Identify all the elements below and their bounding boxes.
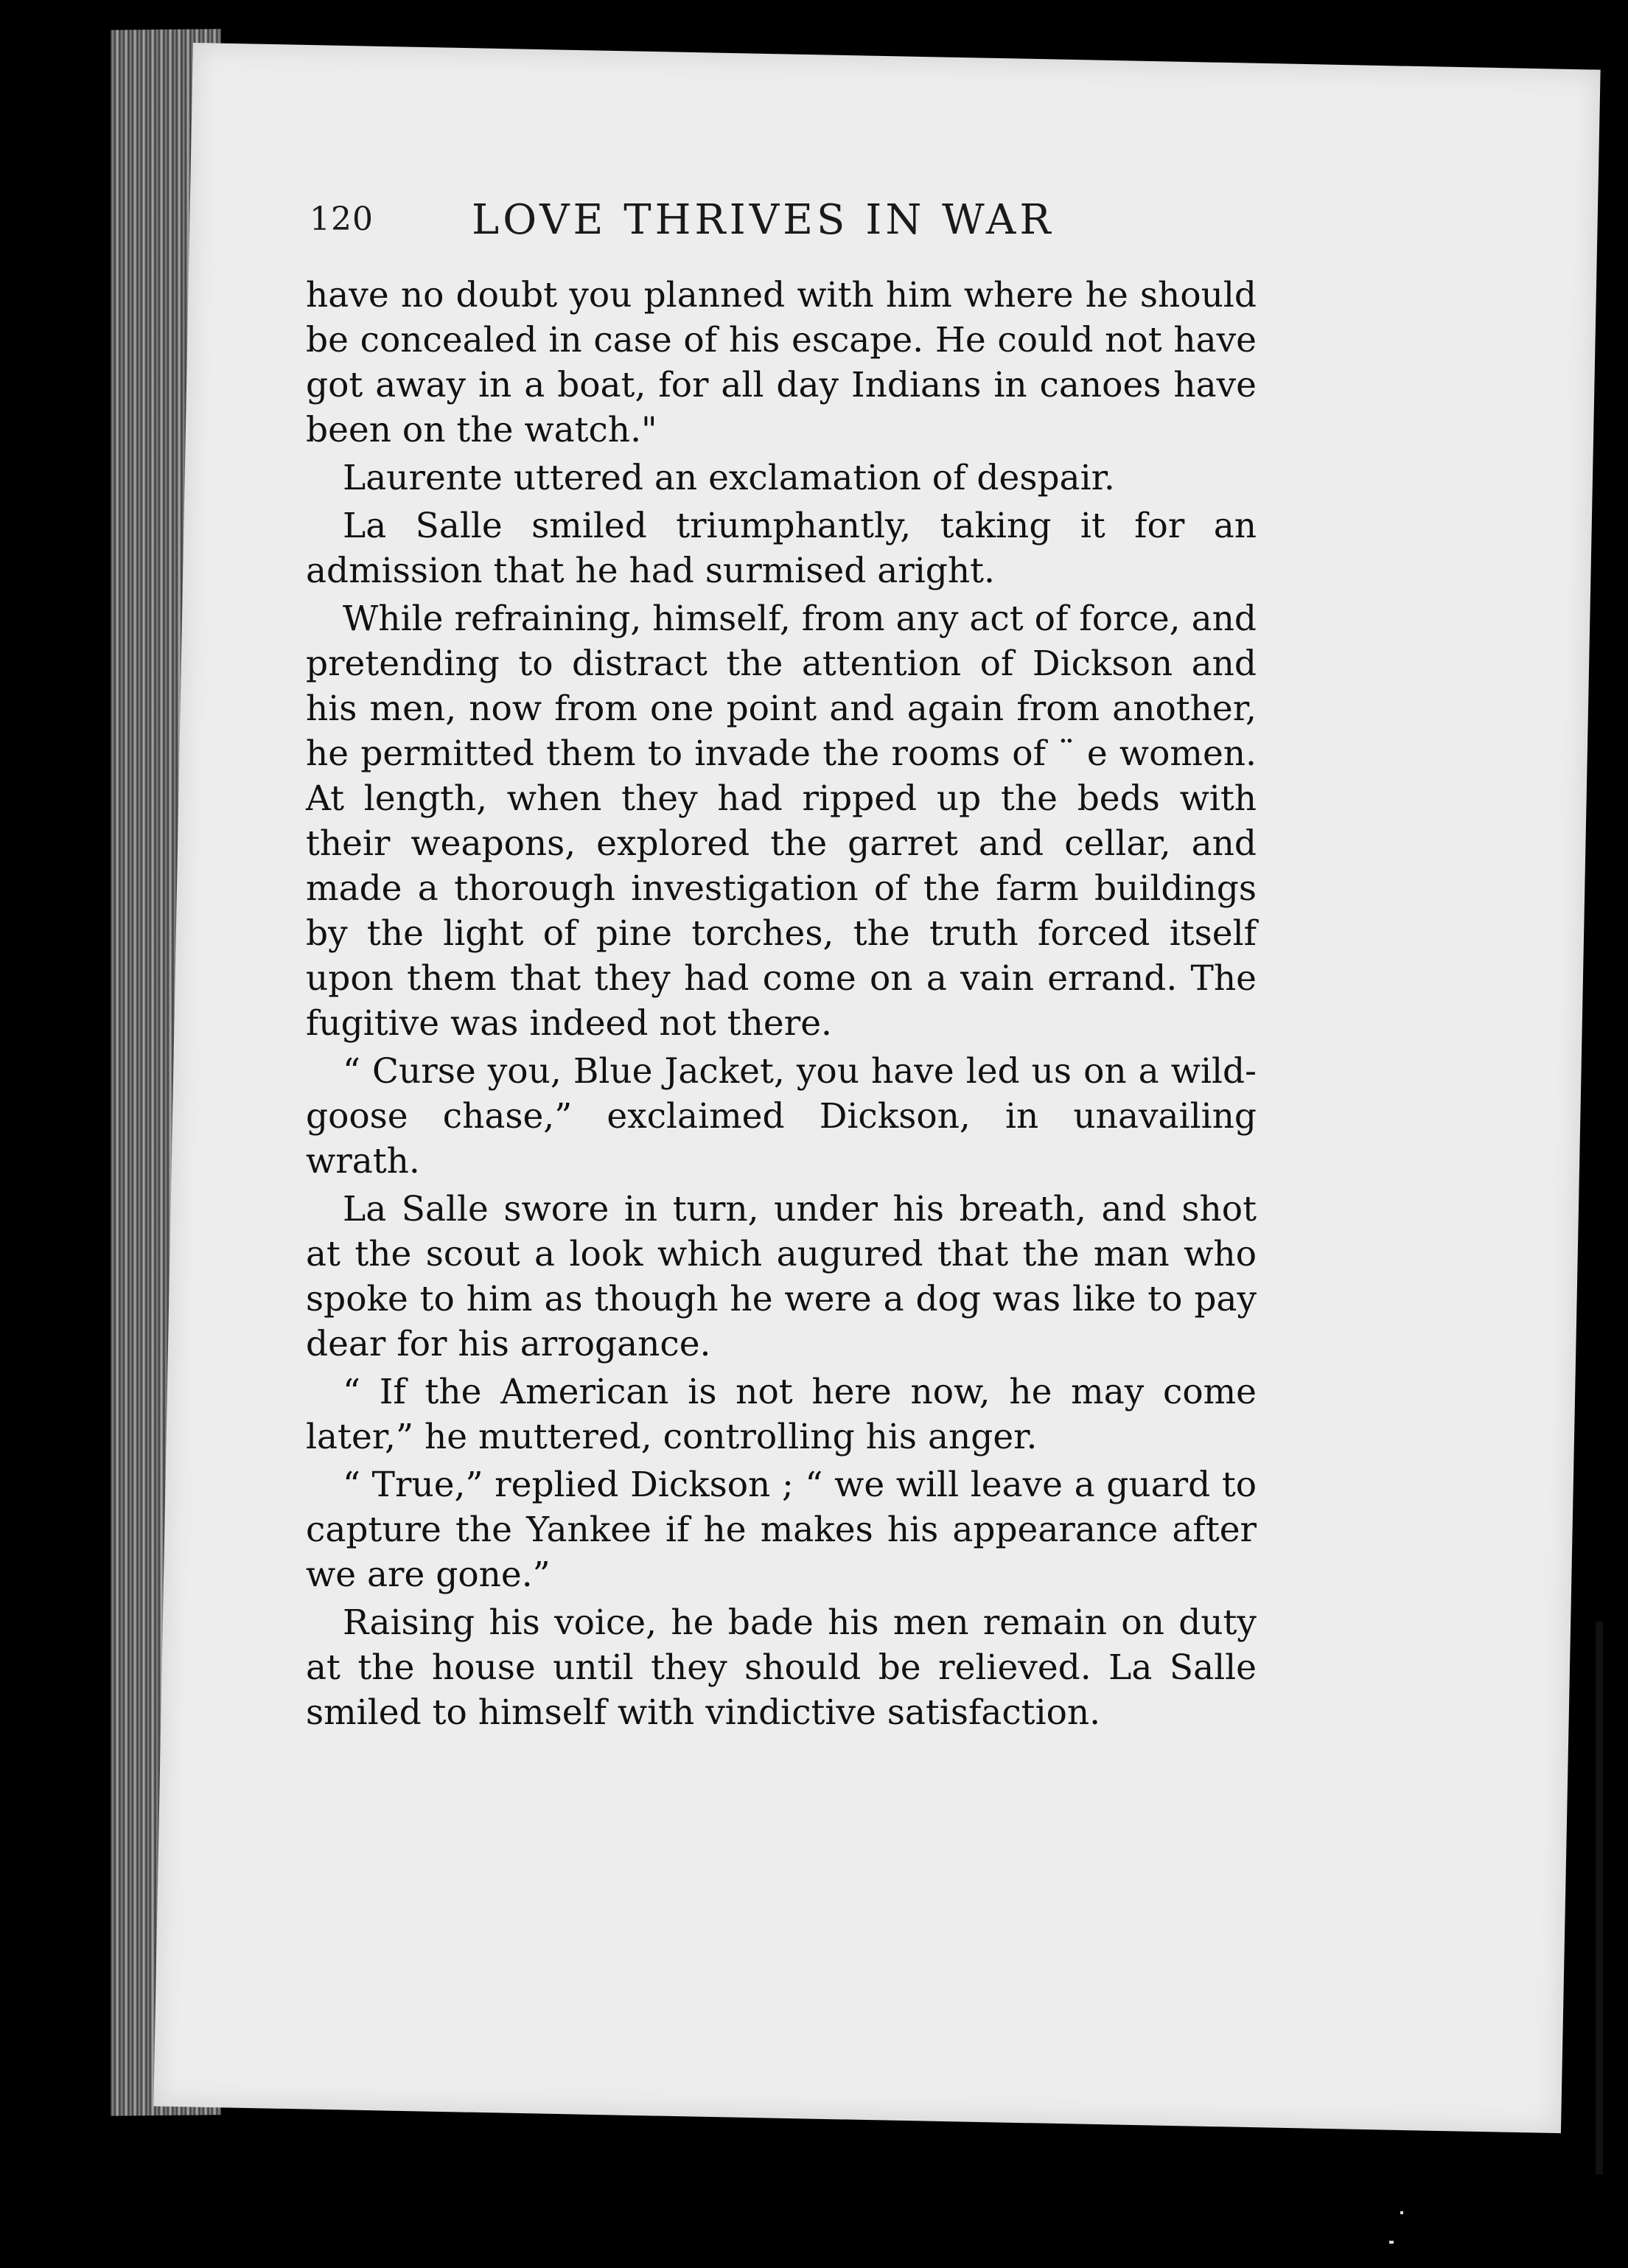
paragraph: La Salle swore in turn, under his breath, and shot at the scout a look which augured that the man who spoke to him as though he were a dog was like to pay dear for his arrogance.	[306, 1189, 1257, 1364]
scan-speck	[1400, 2211, 1403, 2214]
paragraph: La Salle smiled triumphantly, taking it for an admission that he had surmised aright.	[306, 506, 1257, 591]
paragraph: “ If the American is not here now, he may come later,” he muttered, controlling his anger.	[306, 1372, 1257, 1457]
paragraph: Raising his voice, he bade his men remain on duty at the house until they should be relieved. La Salle smiled to himself with vindictive satisfaction.	[306, 1602, 1257, 1733]
paragraph: Laurente uttered an exclamation of despair.	[343, 458, 1115, 498]
paragraph: “ Curse you, Blue Jacket, you have led us on a wild-goose chase,” exclaimed Dickson, in unavailing wrath.	[306, 1051, 1257, 1182]
page-header	[310, 196, 1312, 259]
body-text	[306, 273, 1257, 1738]
paragraph: While refraining, himself, from any act of force, and pretending to distract the attention of Dickson and his men, now from one point and again from another, he permitted them to invade the rooms of ¨ e women. At length, when they had ripped up the beds with their weapons, explored the garret and cellar, and made a thorough investigation of the farm buildings by the light of pine torches, the truth forced itself upon them that they had come on a vain errand. The fugitive was indeed not there.	[306, 599, 1257, 1044]
page-number: 120	[310, 200, 374, 238]
book-cover-edge	[1596, 1622, 1603, 2174]
scan-speck	[1389, 2241, 1394, 2244]
paragraph: “ True,” replied Dickson ; “ we will leave a guard to capture the Yankee if he makes his appearance after we are gone.”	[306, 1465, 1257, 1595]
running-title: LOVE THRIVES IN WAR	[472, 196, 1055, 244]
paragraph: have no doubt you planned with him where he should be concealed in case of his escape. He could not have got away in a boat, for all day Indians in canoes have been on the watch."	[306, 275, 1257, 450]
